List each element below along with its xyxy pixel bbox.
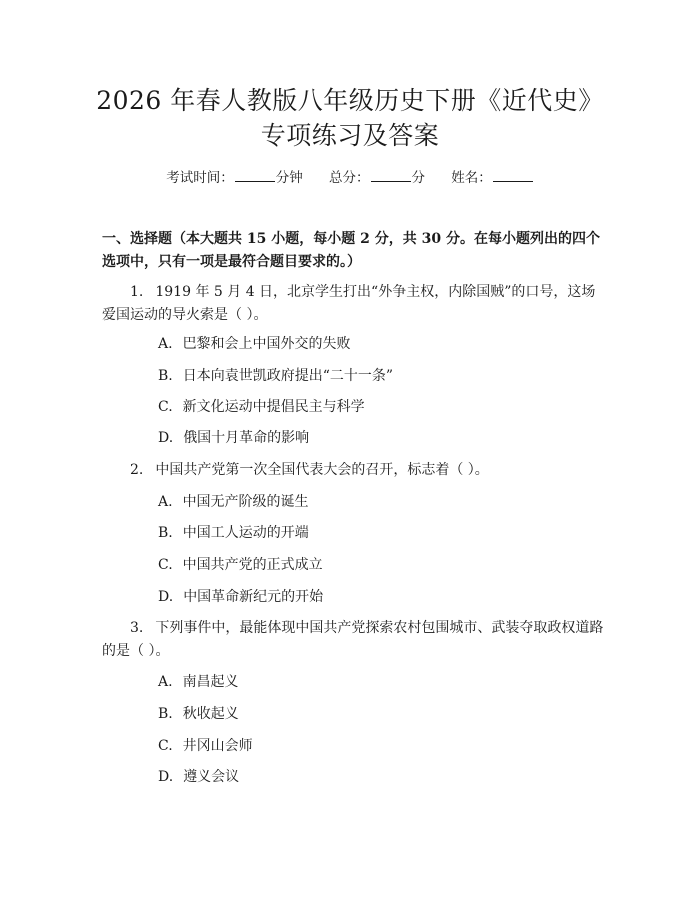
total-score-field: [329, 170, 425, 186]
question-1: [102, 281, 606, 327]
option-key: A.: [158, 494, 173, 510]
option-text: 秋收起义: [182, 706, 239, 722]
question-text: 下列事件中，最能体现中国共产党探索农村包围城市、武装夺取政权道路的是（ ）。: [102, 620, 604, 659]
option-key: D.: [158, 430, 174, 446]
student-name-label: 姓名：: [451, 170, 492, 186]
option-key: B.: [158, 706, 173, 722]
question-text: 1919 年 5 月 4 日，北京学生打出“外争主权，内除国贼”的口号，这场爱国运动的导火索是（ ）。: [102, 284, 596, 323]
exam-time-field: [166, 170, 303, 186]
option-text: 井冈山会师: [182, 738, 253, 754]
option-text: 南昌起义: [182, 674, 239, 690]
question-2-option-b: [158, 523, 309, 543]
exam-time-unit: 分钟: [275, 170, 303, 186]
question-2: [102, 459, 606, 482]
section-heading: 一、选择题（本大题共 15 小题，每小题 2 分，共 30 分。在每小题列出的四个选项中，只有一项是最符合题目要求的。）: [102, 231, 600, 270]
question-number: 2.: [130, 462, 144, 478]
question-3: [102, 617, 606, 663]
question-3-option-b: [158, 704, 239, 724]
question-3-option-c: [158, 736, 253, 756]
question-number: 1.: [130, 284, 144, 300]
option-key: C.: [158, 738, 173, 754]
option-key: B.: [158, 525, 173, 541]
exam-time-label: 考试时间：: [166, 170, 234, 186]
option-text: 俄国十月革命的影响: [183, 430, 310, 446]
question-3-option-a: [158, 672, 239, 692]
question-2-option-d: [158, 587, 323, 607]
option-key: A.: [158, 336, 173, 352]
option-text: 巴黎和会上中国外交的失败: [182, 336, 351, 352]
page-title-line-2: 专项练习及答案: [260, 121, 440, 150]
total-score-unit: 分: [411, 170, 425, 186]
student-name-blank: [493, 169, 533, 182]
option-text: 新文化运动中提倡民主与科学: [182, 399, 365, 415]
option-key: C.: [158, 557, 173, 573]
question-text: 中国共产党第一次全国代表大会的召开，标志着（ ）。: [155, 462, 489, 478]
exam-info-row: [0, 169, 700, 187]
option-key: D.: [158, 769, 174, 785]
option-key: D.: [158, 589, 174, 605]
page-title-line-1: 2026 年春人教版八年级历史下册《近代史》: [96, 86, 604, 115]
exam-time-blank: [235, 169, 275, 182]
question-1-option-b: [158, 366, 393, 386]
question-1-option-c: [158, 397, 365, 417]
question-2-option-a: [158, 492, 309, 512]
option-key: A.: [158, 674, 173, 690]
total-score-label: 总分：: [329, 170, 370, 186]
option-key: B.: [158, 368, 173, 384]
option-text: 中国工人运动的开端: [182, 525, 309, 541]
question-1-option-a: [158, 334, 351, 354]
option-text: 中国无产阶级的诞生: [182, 494, 309, 510]
option-text: 日本向袁世凯政府提出“二十一条”: [182, 368, 394, 384]
question-number: 3.: [130, 620, 144, 636]
option-text: 中国共产党的正式成立: [182, 557, 323, 573]
question-3-option-d: [158, 767, 239, 787]
option-text: 中国革命新纪元的开始: [183, 589, 324, 605]
total-score-blank: [371, 169, 411, 182]
student-name-field: [451, 170, 534, 186]
option-key: C.: [158, 399, 173, 415]
question-2-option-c: [158, 555, 323, 575]
question-1-option-d: [158, 428, 309, 448]
option-text: 遵义会议: [183, 769, 240, 785]
